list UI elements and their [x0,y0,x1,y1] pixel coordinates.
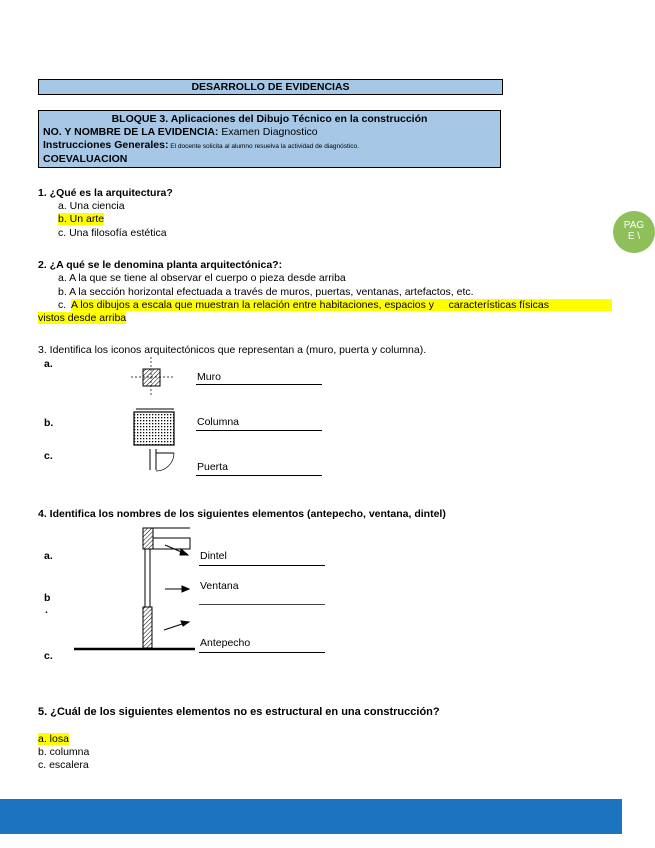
q1-option-c: c. Una filosofía estética [58,227,167,239]
architectural-icons-diagram [128,357,188,475]
page-badge [613,211,655,253]
coevaluation-label: COEVALUACION [43,153,128,165]
q3-answer-b-line [196,416,322,431]
q4-answer-c: Antepecho [200,637,251,649]
footer-bar [0,799,622,834]
q4-answer-b-line [199,604,325,605]
q2-question: 2. ¿A qué se le denomina planta arquitectónica?: [38,259,283,271]
evidence-name-row [43,126,496,139]
instructions-row [43,139,496,153]
q5-option-a: a. losa [38,733,69,745]
q3-answer-c-line [196,461,322,476]
wall-icon [131,357,173,397]
instructions-value: El docente solicita al alumno resuelva la actividad de diagnóstico. [168,143,359,150]
q4-label-b: b [44,592,51,604]
evidence-title: DESARROLLO DE EVIDENCIAS [38,79,503,95]
q2-option-c-cont: vistos desde arriba [38,312,127,324]
q3-answer-b: Columna [197,416,240,428]
q4-label-c: c. [44,650,53,662]
page-badge-line2: E \ [627,231,641,242]
q4-answer-c-line [199,638,325,653]
page-badge-line1: PAG [623,220,645,231]
q4-label-b-dot: . [45,604,48,616]
q4-question: 4. Identifica los nombres de los siguientes elementos (antepecho, ventana, dintel) [38,508,446,520]
window-section-diagram [72,527,197,653]
q3-answer-a: Muro [197,371,221,383]
block-title: BLOQUE 3. Aplicaciones del Dibujo Técnico en la construcción [111,113,428,125]
q5-option-b: b. columna [38,746,90,758]
q3-answer-c: Puerta [197,461,228,473]
q1-question: 1. ¿Qué es la arquitectura? [38,187,173,199]
column-icon [134,409,174,445]
q4-label-a: a. [44,550,53,562]
q1-option-a: a. Una ciencia [58,200,125,212]
q4-answer-b: Ventana [200,580,239,592]
parapet-icon [143,607,152,648]
pointer-arrows [164,545,189,630]
q3-question: 3. Identifica los iconos arquitectónicos que representan a (muro, puerta y columna). [38,344,427,356]
window-icon [145,549,150,607]
q3-label-b: b. [44,417,54,429]
q1-option-b: b. Un arte [58,213,105,225]
evidence-name-value: Examen Diagnostico [218,126,318,138]
evidence-info-box [38,110,501,168]
q4-answer-a-line [199,551,325,566]
q3-label-c: c. [44,450,53,462]
q3-label-a: a. [44,358,53,370]
q3-answer-a-line [196,370,322,385]
door-icon [150,449,174,471]
q5-question: 5. ¿Cuál de los siguientes elementos no es estructural en una construcción? [38,706,440,718]
q2-option-c-letter: c. [58,299,70,311]
q4-answer-a: Dintel [200,550,227,562]
q2-option-c: A los dibujos a escala que muestran la relación entre habitaciones, espacios y características físicas [71,299,612,311]
evidence-name-label: NO. Y NOMBRE DE LA EVIDENCIA: [43,126,219,138]
q5-option-c: c. escalera [38,759,89,771]
q2-option-a: a. A la que se tiene al observar el cuerpo o pieza desde arriba [58,272,346,284]
q2-option-b: b. A la sección horizontal efectuada a través de muros, puertas, ventanas, artefactos, etc. [58,286,474,298]
instructions-label: Instrucciones Generales: [43,139,169,151]
